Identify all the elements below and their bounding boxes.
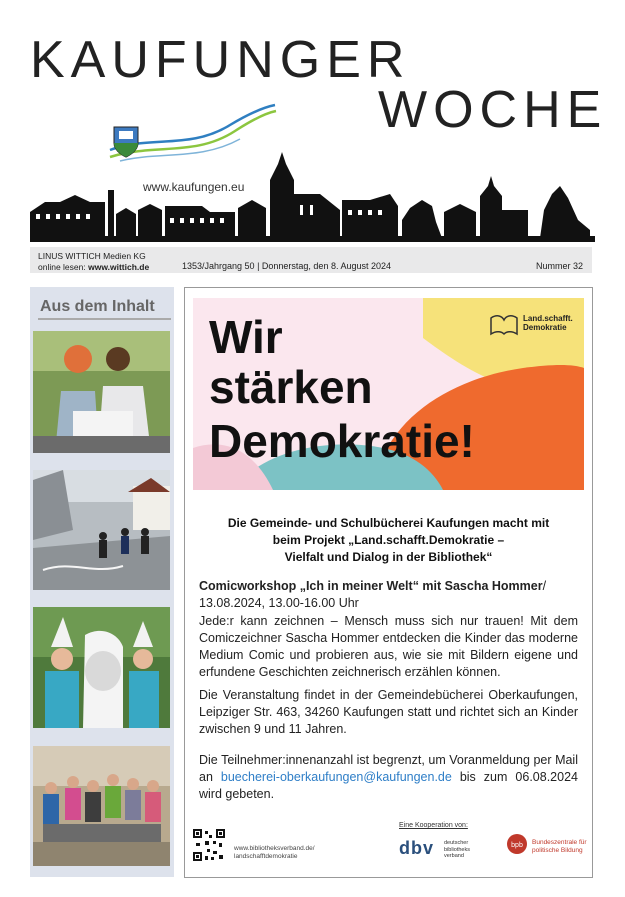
website-label: www.kaufungen.eu (143, 180, 245, 194)
online-label: online lesen: (38, 262, 86, 272)
bpb-text-line1: Bundeszentrale für (532, 839, 587, 846)
article-lead (193, 515, 584, 566)
thumbnail-firefighters[interactable] (33, 470, 170, 590)
masthead-title-line2: WOCHE (378, 81, 608, 139)
banner-logo-text-line2: Demokratie (523, 323, 567, 332)
sidebar-title: Aus dem Inhalt (40, 298, 155, 315)
paragraph-3-text-b: bis zum 06.08.2024 wird gebeten. (199, 770, 578, 801)
online-read-line (38, 262, 149, 272)
dbv-logo-subtitle (444, 840, 470, 860)
issue-info: 1353/Jahrgang 50 | Donnerstag, den 8. August 2024 (182, 261, 391, 271)
article-paragraph-3 (199, 752, 578, 803)
lead-line-2: beim Projekt „Land.schafft.Demokratie – (272, 533, 505, 547)
online-url-link[interactable]: www.wittich.de (88, 262, 150, 272)
sidebar-divider (38, 318, 171, 320)
town-skyline-illustration (30, 150, 595, 242)
thumbnail-hiking-group[interactable] (33, 746, 170, 866)
thumbnail-gnomes[interactable] (33, 607, 170, 728)
lead-line-1: Die Gemeinde- und Schulbücherei Kaufungen macht mit (227, 516, 550, 530)
paragraph-3-text-a: Die Teilnehmer:innenanzahl ist begrenzt, um Voranmeldung per Mail an (199, 753, 578, 784)
article-paragraph-1: Jede:r kann zeichnen – Mensch muss sich nur trauen! Mit dem Comiczeichner Sascha Hommer entdecken die Kinder das moderne Medium Comic und probieren aus, wie sie mit Bildern eigene und erfundene Geschichten zeichnerisch erzählen können. (199, 614, 578, 679)
email-link[interactable]: buecherei-oberkaufungen@kaufungen.de (220, 770, 452, 784)
dbv-sub-line1: deutscher (444, 840, 469, 846)
event-title: Comicworkshop „Ich in meiner Welt“ mit Sascha Hommer (199, 579, 543, 593)
open-book-icon (489, 312, 519, 336)
footer-url-line2[interactable]: landschafftdemokratie (234, 853, 298, 860)
footer-url-line1[interactable]: www.bibliotheksverband.de/ (234, 845, 315, 852)
bpb-logo-label: bpb (511, 842, 523, 849)
issue-number: Nummer 32 (536, 261, 584, 271)
dbv-sub-line2: bibliotheks (444, 846, 470, 853)
dbv-logo: dbv (399, 838, 435, 858)
lead-line-3: Vielfalt und Dialog in der Bibliothek“ (284, 550, 493, 564)
dbv-sub-line3: verband (444, 853, 464, 859)
bpb-text-line2: politische Bildung (532, 846, 583, 854)
event-heading: Comicworkshop „Ich in meiner Welt“ mit Sascha Hommer/ 13.08.2024, 13.00-16.00 Uhr (199, 579, 547, 610)
masthead-title-line1: KAUFUNGER (30, 31, 411, 89)
banner-line-wir: Wir (209, 311, 283, 363)
banner-line-demokratie: Demokratie! (209, 415, 475, 467)
cooperation-label: Eine Kooperation von: (399, 822, 468, 829)
bpb-logo-icon (506, 833, 530, 855)
article-paragraph-2: Die Veranstaltung findet in der Gemeindebücherei Oberkaufungen, Leipziger Str. 463, 34260 Kaufungen statt und richtet sich an Kinder zwischen 9 und 11 Jahren. (199, 688, 578, 736)
qr-code-icon[interactable] (193, 829, 225, 861)
banner-logo-text-line1: Land.schafft. (523, 314, 573, 323)
democracy-banner (193, 298, 584, 490)
bpb-logo-text (532, 839, 587, 854)
banner-line-staerken: stärken (209, 361, 373, 413)
event-date: 13.08.2024, 13.00-16.00 Uhr (199, 596, 359, 610)
banner-logo-text (523, 314, 573, 332)
publisher-name: LINUS WITTICH Medien KG (38, 251, 146, 261)
thumbnail-kids-drawing[interactable] (33, 331, 170, 453)
